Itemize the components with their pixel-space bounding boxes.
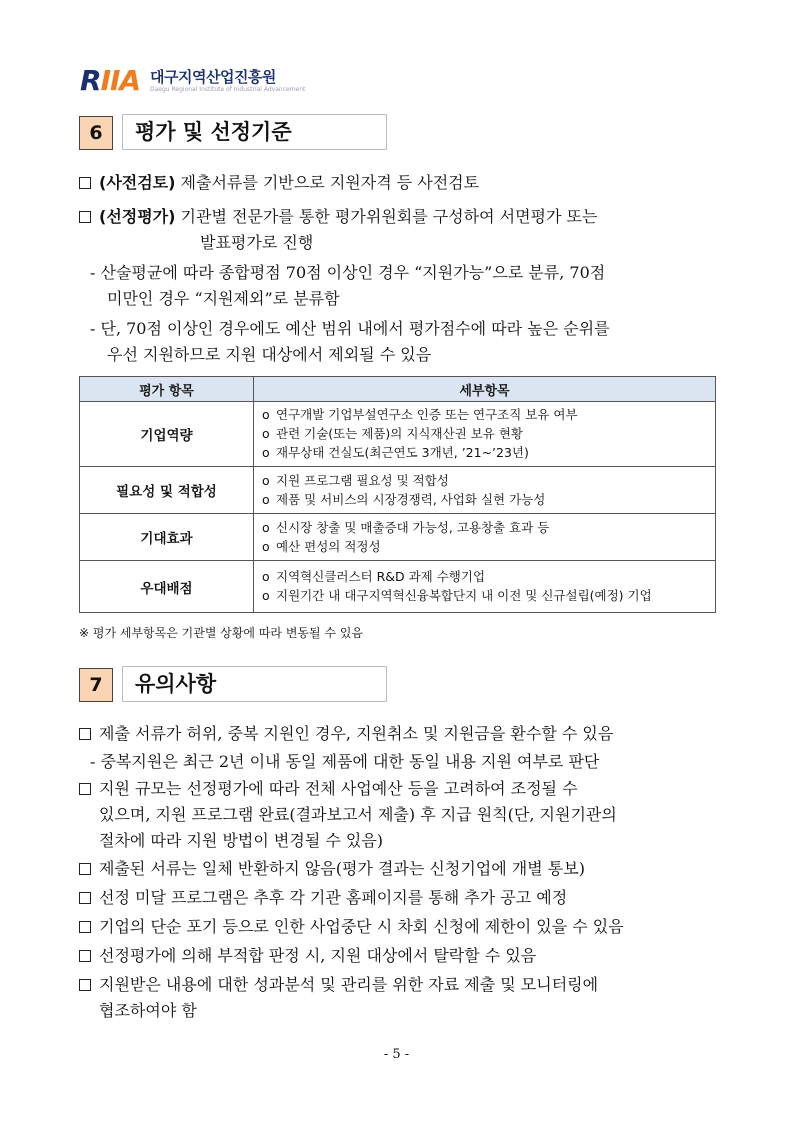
table-row — [80, 402, 716, 467]
notice-line: 지원받은 내용에 대한 성과분석 및 관리를 위한 자료 제출 및 모니터링에 — [79, 974, 598, 996]
checkbox-icon — [79, 783, 91, 795]
logo-mark: RIIA — [80, 64, 141, 97]
notice-line: 제출 서류가 허위, 중복 지원인 경우, 지원취소 및 지원금을 환수할 수 있음 — [79, 723, 613, 745]
list-item: o 제품 및 서비스의 시장경쟁력, 사업화 실현 가능성 — [262, 491, 546, 507]
row-items — [254, 561, 716, 613]
row-category: 기업역량 — [80, 402, 254, 467]
table-row — [80, 467, 716, 514]
dash1-line1: - 산술평균에 따라 종합평점 70점 이상인 경우 “지원가능”으로 분류, 70점 — [90, 263, 606, 282]
header-items: 세부항목 — [254, 377, 716, 402]
list-item: o 연구개발 기업부설연구소 인증 또는 연구조직 보유 여부 — [262, 407, 578, 422]
logo-subtitle: Daegu Regional Institute of Industrial Advancement — [150, 86, 306, 93]
list-item: o 재무상태 건실도(최근연도 3개년, ’21~’23년) — [262, 445, 529, 460]
list-item: o 지원기간 내 대구지역혁신융복합단지 내 이전 및 신규설립(예정) 기업 — [262, 588, 652, 603]
row-category: 기대효과 — [80, 514, 254, 561]
notice-line: 기업의 단순 포기 등으로 인한 사업중단 시 차회 신청에 제한이 있을 수 있음 — [79, 916, 624, 938]
checkbox-icon — [79, 863, 91, 875]
dash1-line2: 미만인 경우 “지원제외”로 분류함 — [107, 289, 340, 308]
notice-line-cont: 협조하여야 함 — [99, 1001, 197, 1020]
page-number: - 5 - — [383, 1047, 410, 1062]
checkbox-icon — [79, 892, 91, 904]
dash2-line2: 우선 지원하므로 지원 대상에서 제외될 수 있음 — [107, 345, 432, 364]
list-item: o 관련 기술(또는 제품)의 지식재산권 보유 현황 — [262, 426, 523, 441]
table-row — [80, 561, 716, 613]
institute-logo — [80, 62, 380, 98]
row-items — [254, 514, 716, 561]
notice-line: 제출된 서류는 일체 반환하지 않음(평가 결과는 신청기업에 개별 통보) — [79, 858, 585, 880]
section-7-number: 7 — [79, 668, 113, 702]
pre-review-line: (사전검토) 제출서류를 기반으로 지원자격 등 사전검토 — [79, 172, 479, 194]
dash2-line1: - 단, 70점 이상인 경우에도 예산 범위 내에서 평가점수에 따라 높은 순위를 — [90, 319, 610, 338]
notice-line: 선정 미달 프로그램은 추후 각 기관 홈페이지를 통해 추가 공고 예정 — [79, 887, 567, 909]
list-item: o 지역혁신클러스터 R&D 과제 수행기업 — [262, 569, 486, 584]
notice-line: 지원 규모는 선정평가에 따라 전체 사업예산 등을 고려하여 조정될 수 — [79, 778, 578, 800]
checkbox-icon — [79, 211, 91, 223]
notice-line-cont: 절차에 따라 지원 방법이 변경될 수 있음) — [99, 831, 384, 850]
checkbox-icon — [79, 950, 91, 962]
checkbox-icon — [79, 921, 91, 933]
notice-line: 선정평가에 의해 부적합 판정 시, 지원 대상에서 탈락할 수 있음 — [79, 945, 536, 967]
list-item: o 예산 편성의 적정성 — [262, 538, 381, 554]
row-category: 우대배점 — [80, 561, 254, 613]
checkbox-icon — [79, 728, 91, 740]
checkbox-icon — [79, 177, 91, 189]
list-item: o 지원 프로그램 필요성 및 적합성 — [262, 472, 449, 488]
row-items — [254, 402, 716, 467]
section-6-title: 평가 및 선정기준 — [122, 114, 387, 150]
table-footnote: ※ 평가 세부항목은 기관별 상황에 따라 변동될 수 있음 — [79, 626, 364, 640]
section-7-title: 유의사항 — [122, 666, 387, 702]
evaluation-table — [79, 376, 716, 613]
table-row — [80, 514, 716, 561]
logo-name: 대구지역산업진흥원 — [150, 68, 276, 86]
table-header-row — [80, 377, 716, 402]
notice-line-cont: 있으며, 지원 프로그램 완료(결과보고서 제출) 후 지급 원칙(단, 지원기관의 — [99, 805, 617, 824]
row-items — [254, 467, 716, 514]
selection-line: (선정평가) 기관별 전문가를 통한 평가위원회를 구성하여 서면평가 또는 — [79, 206, 597, 228]
checkbox-icon — [79, 979, 91, 991]
row-category: 필요성 및 적합성 — [80, 467, 254, 514]
selection-line-cont: 발표평가로 진행 — [200, 233, 314, 252]
notice-dash-line: - 중복지원은 최근 2년 이내 동일 제품에 대한 동일 내용 지원 여부로 판단 — [90, 752, 600, 771]
list-item: o 신시장 창출 및 매출증대 가능성, 고용창출 효과 등 — [262, 519, 550, 535]
header-category: 평가 항목 — [80, 377, 254, 402]
section-6-number: 6 — [79, 116, 113, 150]
